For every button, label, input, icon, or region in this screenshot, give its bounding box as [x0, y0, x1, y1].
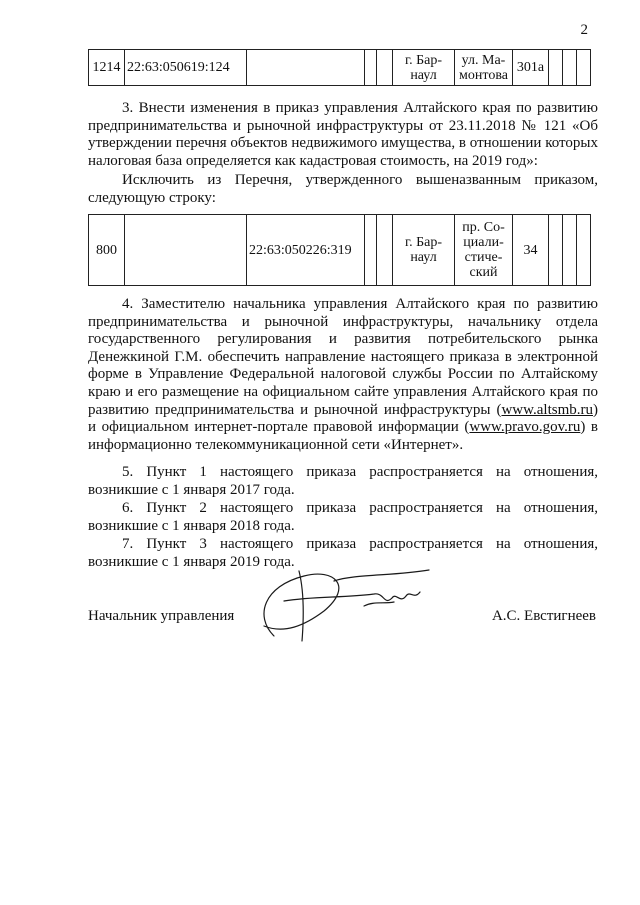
table-cell — [549, 215, 563, 286]
paragraph-4-text-1: 4. Заместителю начальника управления Алтайского края по развитию предпринимательства и рыночной инфраструктуры, начальнику отдела государственного регулирования и развития потребительского рынка Денежкиной Г.М. обеспечить направление настоящего приказа в электронной форме в Управление Федеральной налоговой службы России по Алтайскому краю и его размещение на официальном сайте управления Алтайского края по развитию предпринимательства и рыночной инфраструктуры ( — [88, 296, 598, 418]
table-cell: 800 — [89, 215, 125, 286]
paragraph-5-text: 5. Пункт 1 настоящего приказа распространяется на отношения, возникшие с 1 января 2017 года. — [88, 464, 598, 498]
table-cell: 22:63:050619:124 — [125, 50, 247, 86]
paragraph-7-text: 7. Пункт 3 настоящего приказа распространяется на отношения, возникшие с 1 января 2019 года. — [88, 536, 598, 570]
table-cell: г. Бар-наул — [393, 215, 455, 286]
table-cell — [577, 215, 591, 286]
handwritten-signature — [244, 556, 444, 656]
pravo-link[interactable]: www.pravo.gov.ru — [469, 419, 581, 436]
paragraph-3-text: 3. Внести изменения в приказ управления Алтайского края по развитию предпринимательства и рыночной инфраструктуры от 23.11.2018 № 121 «Об утверждении перечня объектов недвижимого имущества, в отношении которых налоговая база определяется как кадастровая стоимость, на 2019 год»: — [88, 100, 598, 169]
table-cell — [377, 50, 393, 86]
paragraph-3 — [88, 100, 598, 170]
paragraph-exclude — [88, 172, 598, 207]
table-cell — [549, 50, 563, 86]
table-cell — [377, 215, 393, 286]
table-cell: 34 — [513, 215, 549, 286]
paragraph-4-text-2: ) и официальном интернет-портале правовой информации ( — [88, 401, 598, 436]
table-row-1214 — [88, 49, 591, 86]
table-cell — [365, 50, 377, 86]
table-cell: 1214 — [89, 50, 125, 86]
paragraph-exclude-text: Исключить из Перечня, утвержденного вышеназванным приказом, следующую строку: — [88, 172, 598, 206]
table-cell: пр. Со-циали-стиче-ский — [455, 215, 513, 286]
table-cell — [577, 50, 591, 86]
paragraph-5 — [88, 464, 598, 499]
paragraph-6-text: 6. Пункт 2 настоящего приказа распространяется на отношения, возникшие с 1 января 2018 года. — [88, 500, 598, 534]
table-cell — [247, 50, 365, 86]
table-cell: 301а — [513, 50, 549, 86]
table-cell — [563, 50, 577, 86]
table-cell — [563, 215, 577, 286]
page-number: 2 — [580, 22, 588, 38]
signatory-name: А.С. Евстигнеев — [491, 608, 596, 624]
paragraph-4 — [88, 296, 598, 454]
altsmb-link[interactable]: www.altsmb.ru — [501, 401, 593, 418]
table-row-800 — [88, 214, 591, 286]
table-cell: г. Бар-наул — [393, 50, 455, 86]
table-cell: 22:63:050226:319 — [247, 215, 365, 286]
signatory-title: Начальник управления — [88, 608, 235, 624]
paragraph-6 — [88, 500, 598, 535]
table-cell — [125, 215, 247, 286]
table-cell: ул. Ма-монтова — [455, 50, 513, 86]
paragraph-4-text-3: ) в информационно телекоммуникационной сети «Интернет». — [88, 419, 598, 453]
table-cell — [365, 215, 377, 286]
